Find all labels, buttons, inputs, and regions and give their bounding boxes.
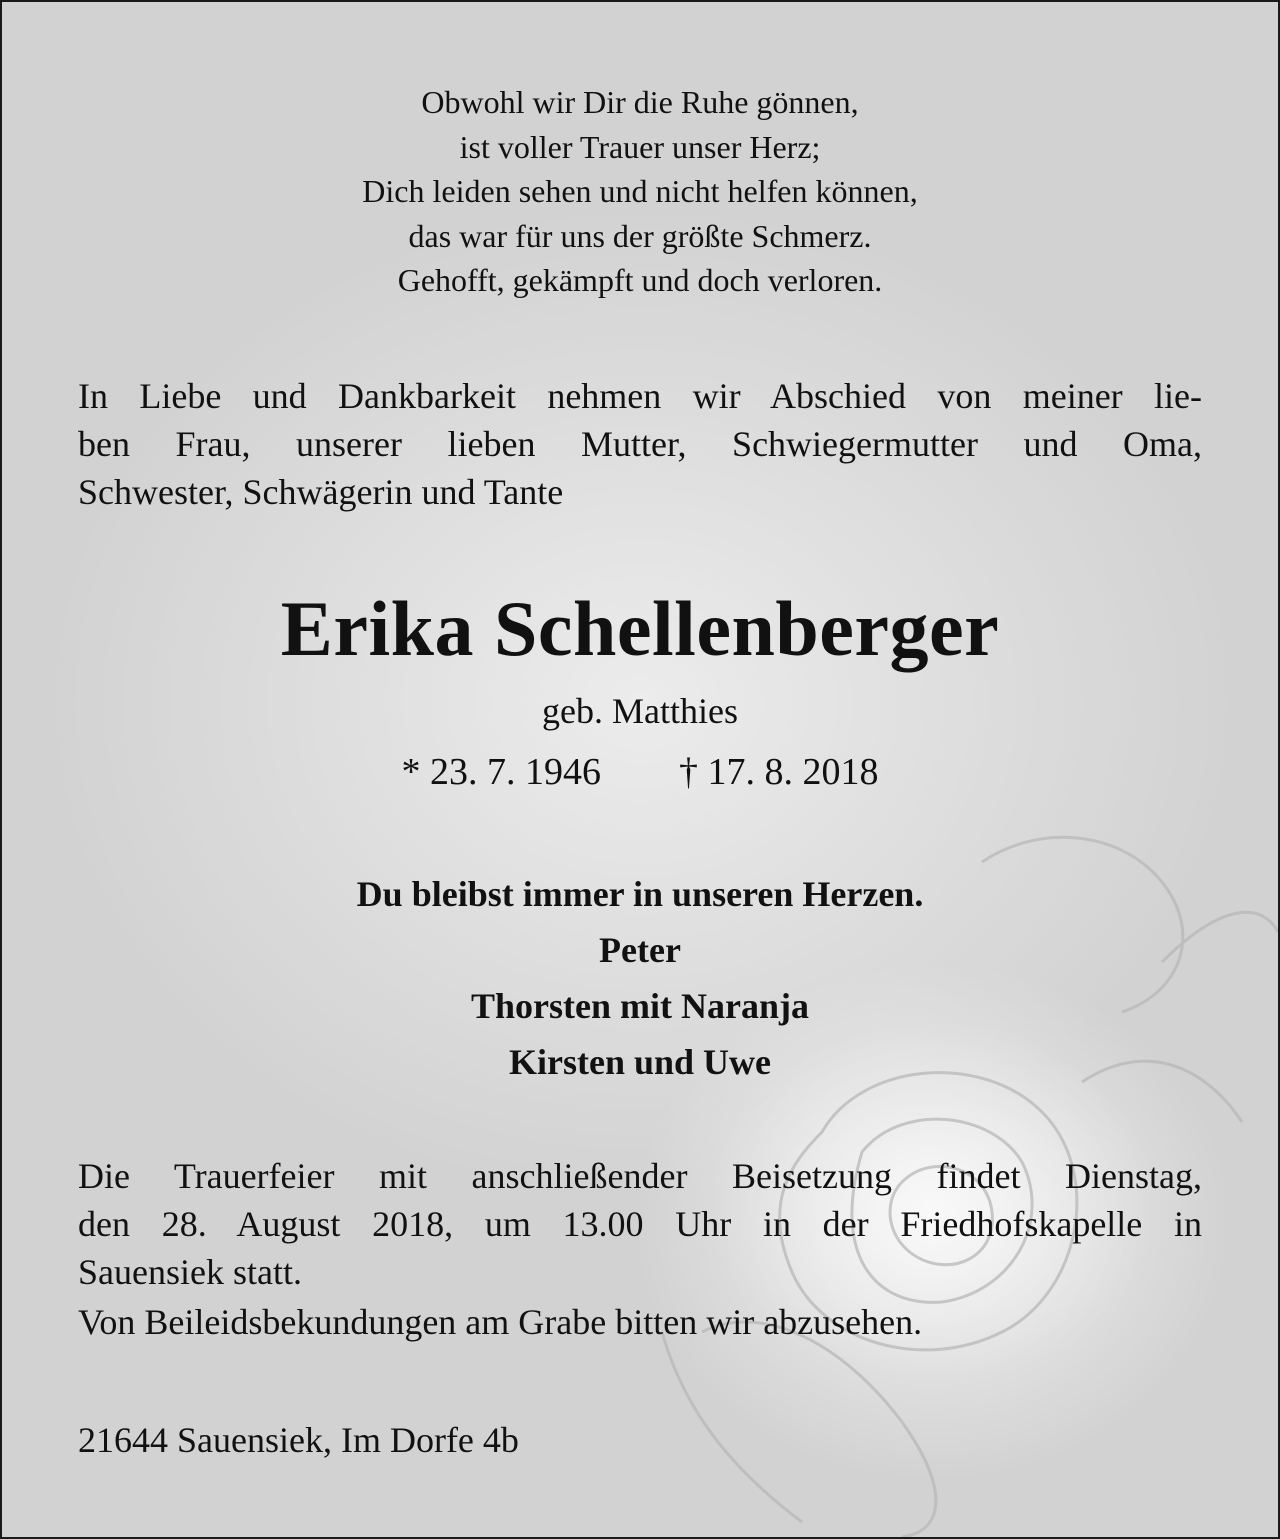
mourner-line: Du bleibst immer in unseren Herzen.: [356, 874, 924, 914]
deceased-name: Erika Schellenberger: [280, 585, 1000, 672]
birth-date: * 23. 7. 1946: [401, 751, 601, 793]
ceremony-line: Die Trauerfeier mit anschließender Beisetzung findet Dienstag,: [78, 1156, 1202, 1196]
ceremony-line: den 28. August 2018, um 13.00 Uhr in der Friedhofskapelle in: [78, 1204, 1202, 1244]
address: 21644 Sauensiek, Im Dorfe 4b: [78, 1420, 519, 1460]
poem-line: ist voller Trauer unser Herz;: [459, 128, 821, 165]
poem-line: das war für uns der größte Schmerz.: [408, 217, 872, 254]
intro-paragraph: [78, 372, 1202, 516]
poem-line: Gehofft, gekämpft und doch verloren.: [397, 262, 883, 298]
ceremony-paragraph: [78, 1152, 1202, 1296]
mourner-line: Kirsten und Uwe: [508, 1042, 772, 1082]
condolence-line: Von Beileidsbekundungen am Grabe bitten wir abzusehen.: [78, 1302, 923, 1342]
death-date: † 17. 8. 2018: [679, 751, 879, 793]
intro-line: In Liebe und Dankbarkeit nehmen wir Abschied von meiner lie-: [78, 376, 1202, 416]
mourner-line: Peter: [599, 930, 681, 970]
maiden-name: geb. Matthies: [542, 691, 738, 731]
poem-line: Dich leiden sehen und nicht helfen können,: [362, 173, 918, 209]
life-dates: [2, 750, 1278, 794]
mourner-line: Thorsten mit Naranja: [471, 986, 809, 1026]
condolence-note: [78, 1298, 1202, 1346]
intro-line: Schwester, Schwägerin und Tante: [78, 472, 564, 512]
ceremony-line: Sauensiek statt.: [78, 1252, 302, 1292]
poem-line: Obwohl wir Dir die Ruhe gönnen,: [421, 84, 859, 120]
poem: [2, 80, 1278, 303]
intro-line: ben Frau, unserer lieben Mutter, Schwiegermutter und Oma,: [78, 424, 1202, 464]
mourners: [2, 866, 1278, 1090]
